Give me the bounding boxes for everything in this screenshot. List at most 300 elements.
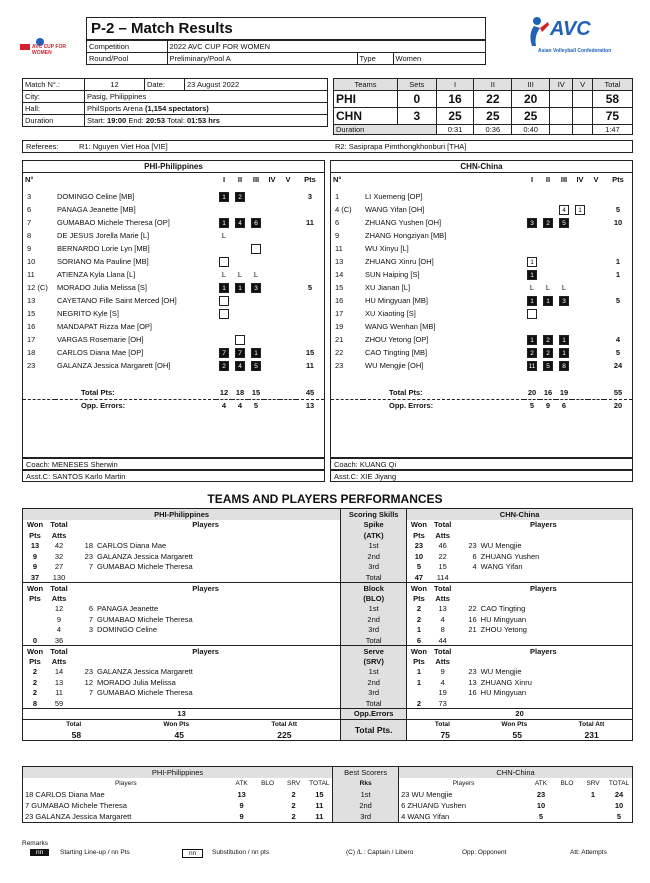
best-col: SRV — [586, 780, 600, 787]
best-row — [23, 800, 632, 811]
city-label: City: — [23, 91, 85, 103]
grand-value: 225 — [277, 729, 292, 740]
player-name: WU Mengjie — [480, 541, 522, 551]
starting-box: 1 — [219, 283, 229, 293]
chn-asst-label: Asst.C: — [334, 472, 359, 481]
score-cell: 22 — [474, 91, 512, 108]
set-total: 16 — [543, 387, 553, 397]
best-team-row — [23, 767, 632, 778]
set-cell — [588, 242, 604, 255]
total-atts: 4 — [440, 677, 445, 687]
starting-box: 1 — [251, 348, 261, 358]
player-number: 21 — [335, 335, 344, 344]
set-cell — [572, 294, 588, 307]
opp-errors-right: 20 — [515, 709, 524, 719]
player-points — [296, 203, 324, 216]
total-header: Total — [50, 646, 68, 656]
player-row — [331, 216, 632, 229]
starting-box: 7 — [235, 348, 245, 358]
won-total: 8 — [32, 698, 38, 708]
score-cell: 0 — [398, 91, 437, 108]
set-cell — [216, 346, 232, 359]
player-points: 5 — [615, 348, 621, 357]
set-cell — [524, 320, 540, 333]
set-cell — [588, 333, 604, 346]
set-cell — [540, 216, 556, 229]
best-stat: 9 — [239, 801, 244, 810]
player-name: HU Mingyuan — [480, 614, 527, 624]
col-set: IV — [268, 175, 276, 184]
player-number: 6 — [27, 205, 32, 214]
player-name: PANAGA Jeanette [MB] — [57, 205, 136, 214]
set-cell — [280, 190, 296, 203]
player-name: GUMABAO Michele Theresa — [97, 688, 193, 698]
player-name: LI Xuemeng [OP] — [365, 192, 423, 201]
won-points: 2 — [416, 604, 421, 614]
substitution-box: 4 — [559, 205, 569, 215]
set-cell — [588, 281, 604, 294]
total-atts: 19 — [438, 688, 447, 698]
set-cell — [232, 333, 248, 346]
duration-label: Duration — [334, 125, 437, 135]
set-cell — [540, 307, 556, 320]
competition-value: 2022 AVC CUP FOR WOMEN — [167, 41, 485, 53]
set-cell — [572, 203, 588, 216]
player-name: WANG Yifan [OH] — [365, 205, 425, 214]
player-row — [331, 190, 632, 203]
best-stat: 10 — [536, 801, 546, 810]
set-cell — [264, 281, 280, 294]
set-cell — [264, 268, 280, 281]
start-value: 19:00 — [107, 116, 127, 125]
rank: 3rd — [341, 562, 407, 573]
best-col: TOTAL — [608, 780, 630, 787]
skill-name: Spike — [341, 520, 407, 531]
grand-value: 58 — [71, 729, 82, 740]
round-label: Round/Pool — [87, 53, 167, 65]
player-row — [23, 333, 324, 346]
skill-head-row — [23, 646, 632, 657]
left-logo-text: AVC CUP FOR WOMEN — [32, 44, 66, 56]
player-points — [604, 242, 632, 255]
set-cell — [248, 359, 264, 372]
set-cell — [556, 346, 572, 359]
set-cell — [264, 346, 280, 359]
atts-total: 59 — [54, 698, 64, 708]
set-cell — [280, 307, 296, 320]
best-stat: 5 — [538, 812, 544, 821]
set-cell — [588, 229, 604, 242]
set-cell — [524, 242, 540, 255]
set-cell — [524, 203, 540, 216]
player-number: 23 — [27, 361, 36, 370]
set-cell — [280, 294, 296, 307]
starting-box: 4 — [235, 361, 245, 371]
scoreboard-header: Sets — [398, 79, 437, 91]
players-header: Players — [192, 583, 219, 593]
total-atts: 9 — [440, 667, 445, 677]
opp-set — [572, 399, 588, 412]
player-points — [296, 268, 324, 281]
total-atts: 13 — [438, 604, 447, 614]
set-cell — [524, 294, 540, 307]
starting-box: 7 — [219, 348, 229, 358]
perf-right-team: CHN-China — [407, 509, 632, 520]
player-row — [331, 294, 632, 307]
player-name: ZHUANG Xinru [OH] — [365, 257, 434, 266]
player-row — [23, 320, 324, 333]
roster-phi — [22, 160, 325, 458]
atts-header: Atts — [51, 593, 67, 603]
pts-header: Pts — [413, 530, 425, 540]
blank — [23, 399, 55, 412]
grand-right-values — [407, 730, 632, 741]
total-points: 45 — [305, 387, 315, 397]
player-points — [296, 229, 324, 242]
blank — [71, 698, 341, 709]
player-number: 23 — [335, 361, 344, 370]
set-cell — [588, 346, 604, 359]
total-header: Total — [50, 520, 68, 530]
avc-logo — [520, 14, 630, 58]
blank — [23, 386, 55, 399]
substitution-box — [219, 296, 229, 306]
set-cell — [280, 229, 296, 242]
libero-mark: L — [529, 283, 535, 292]
player-number: 10 — [27, 257, 36, 266]
skill-player-row — [23, 541, 632, 552]
best-stat: 5 — [616, 812, 622, 821]
match-no-label: Match N°.: — [23, 79, 85, 91]
grand-value: 231 — [584, 729, 599, 740]
best-stat — [554, 800, 580, 811]
set-total — [588, 386, 604, 399]
set-cell — [264, 190, 280, 203]
player-number: 23 — [84, 551, 93, 561]
set-cell — [524, 255, 540, 268]
libero-mark: L — [561, 283, 567, 292]
player-name: MANDAPAT Rizza Mae [OP] — [57, 322, 153, 331]
opp-row — [331, 399, 632, 412]
player-number: 7 — [88, 562, 93, 572]
chn-asst — [330, 470, 633, 482]
set-cell — [248, 333, 264, 346]
blank — [331, 399, 363, 412]
player-name: CAO Tingting — [480, 604, 526, 614]
player-number: 17 — [27, 335, 36, 344]
chn-coach-name: KUANG Qi — [359, 460, 397, 469]
grand-header: Total Att — [271, 721, 298, 728]
player-row — [23, 190, 324, 203]
set-cell — [588, 255, 604, 268]
col-pts: Pts — [304, 175, 316, 184]
set-cell — [540, 320, 556, 333]
set-cell — [572, 281, 588, 294]
set-cell — [232, 359, 248, 372]
set-cell — [524, 281, 540, 294]
grand-value-row — [23, 730, 632, 741]
grand-value: 45 — [174, 729, 184, 740]
won-header: Won — [410, 583, 427, 593]
player-name: ZHUANG Yushen [OH] — [365, 218, 442, 227]
player-name: GUMABAO Michele Theresa [OP] — [57, 218, 170, 227]
player-number: 7 — [88, 688, 93, 698]
best-stat: 15 — [315, 790, 324, 799]
players-header: Players — [192, 520, 219, 530]
best-stat — [255, 811, 281, 822]
won-header: Won — [26, 583, 44, 593]
set-cell — [280, 281, 296, 294]
player-row — [331, 320, 632, 333]
end-value: 20:53 — [145, 116, 166, 125]
atts-header: Atts — [51, 530, 67, 540]
player-number: 3 — [27, 192, 32, 201]
player-name: CARLOS Diana Mae — [97, 541, 167, 551]
col-number: N° — [25, 175, 34, 184]
player-name: WU Mengjie — [480, 667, 522, 677]
player-row — [331, 307, 632, 320]
skill-total-label: Total — [341, 635, 407, 646]
player-number: 21 — [468, 625, 477, 635]
best-col: BLO — [261, 780, 275, 787]
set-cell — [588, 268, 604, 281]
player-points: 1 — [615, 270, 621, 279]
roster-chn — [330, 160, 633, 458]
set-cell — [264, 216, 280, 229]
substitution-box: 1 — [575, 205, 585, 215]
set-total: 20 — [527, 387, 537, 397]
best-stat — [554, 811, 580, 822]
best-stat: 2 — [291, 812, 296, 821]
opp-errors-label: Opp. Errors: — [81, 401, 126, 411]
set-cell — [216, 294, 232, 307]
set-cell — [588, 294, 604, 307]
set-cell — [524, 359, 540, 372]
set-cell — [540, 190, 556, 203]
set-cell — [588, 203, 604, 216]
won-points: 1 — [416, 625, 421, 635]
won-points: 2 — [32, 677, 38, 687]
player-points — [296, 333, 324, 346]
atts-total: 36 — [54, 635, 64, 645]
opp-set: 6 — [561, 401, 567, 411]
score-cell: 20 — [512, 91, 550, 108]
won-points: 2 — [416, 614, 421, 624]
set-cell — [556, 359, 572, 372]
libero-mark: L — [253, 270, 259, 279]
set-cell — [556, 203, 572, 216]
grand-right-vwrap — [409, 730, 630, 740]
set-cell — [248, 255, 264, 268]
won-total: 37 — [30, 572, 40, 582]
best-rank: 1st — [333, 789, 399, 800]
opp-set: 9 — [545, 401, 551, 411]
best-stat — [255, 789, 281, 800]
grand-total-label: Total Pts. — [341, 719, 407, 740]
opp-set: 4 — [221, 401, 227, 411]
spectators-value: (1,154 spectators) — [144, 104, 209, 113]
rank: 3rd — [341, 688, 407, 699]
player-row — [23, 229, 324, 242]
set-cell — [248, 190, 264, 203]
best-col: ATK — [534, 780, 548, 787]
total-label: Total: — [166, 116, 185, 125]
player-row — [331, 255, 632, 268]
set-cell — [216, 268, 232, 281]
skill-total-row — [23, 572, 632, 583]
set-total — [572, 386, 588, 399]
opp-row — [23, 399, 324, 412]
total-atts: 12 — [54, 604, 64, 614]
scoreboard-header: Teams — [334, 79, 398, 91]
set-duration: 0:36 — [474, 125, 512, 135]
set-cell — [556, 242, 572, 255]
best-stat: 23 — [536, 790, 546, 799]
player-number: 17 — [335, 309, 344, 318]
hall-label: Hall: — [23, 103, 85, 115]
player-number: 6 — [88, 604, 93, 614]
set-cell — [264, 320, 280, 333]
best-stat — [255, 800, 281, 811]
set-cell — [232, 255, 248, 268]
total-atts: 15 — [438, 562, 447, 572]
won-points — [23, 604, 47, 615]
best-mid-header: Best Scorers — [333, 767, 399, 778]
chn-coach-label: Coach: — [334, 460, 358, 469]
player-number: 22 — [335, 348, 344, 357]
best-row — [23, 811, 632, 822]
best-right-team: CHN-China — [496, 768, 535, 777]
player-name: CARLOS Diana Mae [OP] — [57, 348, 144, 357]
col-name — [363, 173, 524, 186]
opp-total: 20 — [613, 401, 623, 411]
rank: 2nd — [341, 677, 407, 688]
won-header: Won — [410, 520, 427, 530]
player-row — [331, 229, 632, 242]
atts-total: 44 — [438, 635, 447, 645]
player-row — [331, 281, 632, 294]
opp-errors-label: Opp.Errors — [341, 709, 407, 720]
set-cell — [216, 242, 232, 255]
skill-player-row — [23, 677, 632, 688]
phi-coach-label: Coach: — [26, 460, 50, 469]
best-scorers — [22, 766, 633, 823]
best-rank: 2nd — [333, 800, 399, 811]
opp-set — [588, 399, 604, 412]
atts-header: Atts — [435, 593, 450, 603]
rank: 3rd — [341, 625, 407, 636]
atts-header: Atts — [51, 656, 67, 666]
referees-label: Referees: — [26, 142, 59, 151]
player-row — [23, 203, 324, 216]
substitution-box — [219, 257, 229, 267]
player-name: HU Mingyuan — [480, 688, 527, 698]
set-cell — [540, 203, 556, 216]
set-cell — [248, 346, 264, 359]
player-number: 16 — [335, 296, 344, 305]
best-col: BLO — [560, 780, 574, 787]
set-cell — [232, 294, 248, 307]
set-cell — [280, 346, 296, 359]
grand-header: Total Att — [578, 721, 605, 728]
player-points: 5 — [615, 296, 621, 305]
perf-left-team: PHI-Philippines — [23, 509, 341, 520]
won-points: 23 — [414, 541, 424, 551]
scoreboard-header: II — [474, 79, 512, 91]
set-cell — [248, 242, 264, 255]
set-cell — [232, 268, 248, 281]
opp-set — [264, 399, 280, 412]
player-name: WU Mengjie [OH] — [365, 361, 424, 370]
best-col: SRV — [286, 780, 301, 787]
player-number: 18 — [27, 348, 36, 357]
set-cell — [232, 229, 248, 242]
scoreboard-header: V — [573, 79, 592, 91]
player-number: 16 — [27, 322, 36, 331]
player-name: CAO Tingting [MB] — [365, 348, 428, 357]
player-points: 11 — [306, 218, 314, 227]
best-col: Players — [114, 780, 137, 787]
atts-total: 73 — [438, 698, 447, 708]
total-atts: 42 — [54, 541, 64, 551]
skill-sub-row — [23, 530, 632, 541]
set-cell — [524, 307, 540, 320]
player-number: 12 — [84, 677, 93, 687]
best-rks: Rks — [333, 778, 399, 789]
set-cell — [232, 203, 248, 216]
opp-total: 13 — [305, 401, 315, 411]
player-number: 7 — [27, 218, 32, 227]
substitution-box — [251, 244, 261, 254]
score-cell — [550, 91, 573, 108]
skill-total-row — [23, 698, 632, 709]
title-box — [86, 17, 486, 65]
left-logo — [20, 36, 78, 56]
player-name: CAYETANO Fille Saint Merced [OH] — [57, 296, 177, 305]
set-cell — [216, 320, 232, 333]
player-number: 7 — [88, 614, 93, 624]
player-points — [296, 294, 324, 307]
won-header: Won — [410, 646, 427, 656]
set-cell — [264, 294, 280, 307]
total-points: 55 — [613, 387, 623, 397]
player-number: 11 — [27, 270, 35, 279]
player-name: GALANZA Jessica Margarett [OH] — [57, 361, 171, 370]
won-points — [23, 625, 47, 636]
performance-table — [22, 508, 633, 741]
player-name: MORADO Julia Melissa [S] — [57, 283, 148, 292]
blank — [455, 635, 632, 646]
spacer-row — [23, 372, 324, 386]
won-points — [23, 614, 47, 625]
won-points: 2 — [32, 667, 38, 677]
perf-mid-header: Scoring Skills — [341, 509, 407, 520]
blank — [71, 593, 341, 604]
roster-chn-title: CHN-China — [331, 161, 632, 173]
skill-abbr: (SRV) — [341, 656, 407, 667]
best-player: 6 ZHUANG Yushen — [401, 801, 467, 810]
player-points — [296, 242, 324, 255]
set-cell — [232, 346, 248, 359]
total-label: Total Pts: — [389, 387, 423, 397]
set-cell — [556, 333, 572, 346]
perf-team-row — [23, 509, 632, 520]
best-col: TOTAL — [309, 780, 330, 787]
player-number: 23 — [84, 667, 93, 677]
opp-set — [280, 399, 296, 412]
total-header: Total — [50, 583, 68, 593]
best-stat: 9 — [239, 812, 244, 821]
